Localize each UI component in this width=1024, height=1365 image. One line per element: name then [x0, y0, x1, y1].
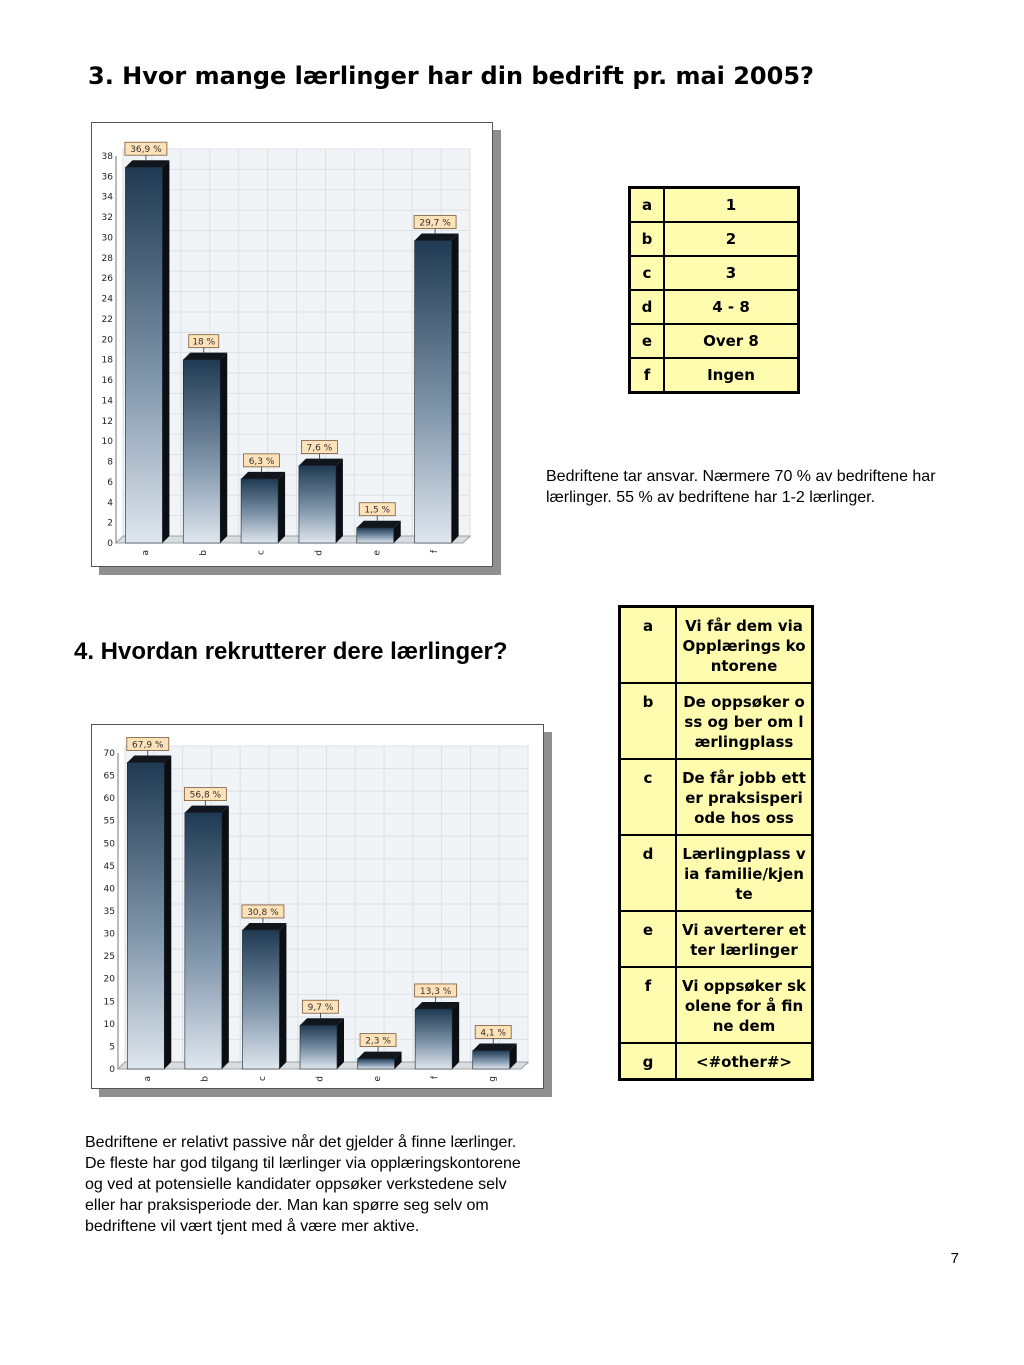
data-label: 56,8 % — [189, 790, 222, 801]
y-tick-label: 40 — [103, 884, 115, 895]
x-tick-label: e — [372, 550, 383, 556]
bar-top — [473, 1043, 517, 1050]
y-tick-label: 0 — [109, 1065, 115, 1075]
bar-top — [125, 160, 169, 167]
q3-title: 3. Hvor mange lærlinger har din bedrift pr. mai 2005? — [88, 62, 814, 90]
legend-value: <#other#> — [676, 1043, 813, 1080]
y-tick-label: 28 — [101, 253, 113, 264]
bar — [241, 479, 278, 543]
y-tick-label: 10 — [101, 437, 113, 448]
legend-row — [620, 683, 813, 759]
bar-side — [336, 459, 343, 543]
y-tick-label: 14 — [101, 396, 113, 407]
bar-top — [415, 1002, 459, 1009]
y-tick-label: 18 — [101, 355, 113, 366]
bar — [358, 1059, 395, 1069]
bar-side — [164, 755, 171, 1069]
x-tick-label: g — [488, 1076, 499, 1082]
legend-row — [620, 967, 813, 1043]
data-label: 7,6 % — [306, 443, 333, 454]
legend-row — [620, 835, 813, 911]
y-tick-label: 35 — [103, 907, 115, 917]
y-tick-label: 16 — [101, 376, 113, 387]
data-label: 9,7 % — [307, 1003, 334, 1014]
y-tick-label: 55 — [103, 816, 115, 827]
bar — [299, 466, 336, 543]
legend-value: De oppsøker oss og ber om lærlingplass — [676, 683, 813, 759]
bar-side — [162, 160, 169, 543]
legend-key: c — [630, 256, 665, 290]
legend-value: Vi oppsøker skolene for å finne dem — [676, 967, 813, 1043]
legend-key: a — [630, 188, 665, 223]
y-tick-label: 26 — [101, 274, 113, 285]
legend-key: f — [620, 967, 677, 1043]
bar-top — [127, 755, 171, 762]
data-label: 30,8 % — [247, 907, 279, 918]
page-number: 7 — [950, 1250, 959, 1267]
bar-side — [222, 806, 229, 1069]
legend-value: 2 — [664, 222, 799, 256]
legend-key: b — [620, 683, 677, 759]
q3-legend-table — [628, 186, 800, 394]
y-tick-label: 15 — [103, 997, 115, 1008]
legend-key: f — [630, 358, 665, 393]
y-tick-label: 45 — [103, 861, 115, 872]
bar — [473, 1050, 510, 1069]
x-tick-label: c — [257, 1076, 268, 1081]
legend-value: 3 — [664, 256, 799, 290]
bar — [300, 1025, 337, 1069]
data-label: 29,7 % — [419, 218, 451, 229]
legend-key: b — [630, 222, 665, 256]
legend-value: Lærlingplass via familie/kjente — [676, 835, 813, 911]
q4-title: 4. Hvordan rekrutterer dere lærlinger? — [74, 638, 508, 665]
data-label: 18 % — [192, 337, 216, 348]
legend-key: d — [620, 835, 677, 911]
y-tick-label: 36 — [101, 172, 113, 183]
bar-side — [278, 472, 285, 543]
legend-value: Ingen — [664, 358, 799, 393]
data-label: 6,3 % — [248, 456, 275, 467]
y-tick-label: 4 — [107, 498, 113, 509]
legend-key: g — [620, 1043, 677, 1080]
x-tick-label: d — [314, 550, 325, 556]
x-tick-label: a — [142, 1076, 153, 1082]
legend-key: d — [630, 290, 665, 324]
x-tick-label: b — [198, 550, 209, 556]
legend-key: c — [620, 759, 677, 835]
q3-bar-chart — [92, 123, 492, 566]
y-tick-label: 0 — [107, 539, 113, 549]
bar-top — [241, 472, 285, 479]
bar-side — [279, 923, 286, 1069]
bar — [415, 241, 452, 543]
bar-top — [183, 353, 227, 360]
x-tick-label: d — [315, 1076, 326, 1082]
bar-top — [299, 459, 343, 466]
bar — [415, 1009, 452, 1069]
x-tick-label: f — [430, 550, 441, 554]
legend-row — [620, 1043, 813, 1080]
y-tick-label: 38 — [101, 152, 113, 162]
legend-row — [620, 607, 813, 684]
y-tick-label: 12 — [101, 416, 113, 427]
legend-row — [620, 759, 813, 835]
y-tick-label: 10 — [103, 1019, 115, 1030]
data-label: 2,3 % — [365, 1036, 391, 1047]
legend-value: 1 — [664, 188, 799, 223]
x-tick-label: a — [140, 550, 151, 556]
y-tick-label: 50 — [103, 839, 115, 850]
x-tick-label: b — [200, 1076, 211, 1082]
bar-side — [337, 1018, 344, 1069]
bar — [242, 930, 279, 1069]
legend-value: De får jobb etter praksisperiode hos oss — [676, 759, 813, 835]
q3-commentary: Bedriftene tar ansvar. Nærmere 70 % av bedriftene har lærlinger. 55 % av bedriftene har 1-2 lærlinger. — [546, 468, 936, 506]
bar-top — [300, 1018, 344, 1025]
y-tick-label: 60 — [103, 794, 115, 805]
legend-row — [630, 290, 799, 324]
y-tick-label: 8 — [107, 457, 113, 468]
bar — [127, 762, 164, 1069]
data-label: 1,5 % — [364, 505, 391, 516]
q3-chart-frame — [91, 122, 493, 567]
bar-side — [452, 234, 459, 543]
data-label: 4,1 % — [480, 1028, 507, 1039]
legend-row — [620, 911, 813, 967]
bar — [183, 360, 220, 543]
legend-key: a — [620, 607, 677, 684]
data-label: 13,3 % — [419, 986, 452, 997]
y-tick-label: 30 — [101, 233, 113, 244]
y-tick-label: 20 — [101, 335, 113, 346]
legend-value: 4 - 8 — [664, 290, 799, 324]
q4-chart-frame — [91, 724, 544, 1089]
y-tick-label: 6 — [107, 477, 113, 488]
bar-top — [242, 923, 286, 930]
bar-side — [220, 353, 227, 543]
legend-key: e — [630, 324, 665, 358]
y-tick-label: 70 — [103, 749, 115, 759]
data-label: 67,9 % — [132, 740, 164, 751]
bar — [125, 167, 162, 543]
bar-top — [415, 234, 459, 241]
y-tick-label: 24 — [101, 294, 113, 305]
bar-top — [357, 521, 401, 528]
bar — [185, 813, 222, 1069]
q4-bar-chart — [92, 725, 543, 1088]
y-tick-label: 5 — [109, 1042, 115, 1053]
y-tick-label: 65 — [103, 771, 115, 782]
bar-top — [185, 806, 229, 813]
x-tick-label: f — [430, 1076, 441, 1080]
y-tick-label: 25 — [103, 952, 115, 963]
data-label: 36,9 % — [130, 145, 162, 156]
legend-key: e — [620, 911, 677, 967]
legend-row — [630, 188, 799, 223]
legend-value: Vi får dem via Opplærings kontorene — [676, 607, 813, 684]
bar — [357, 528, 394, 543]
legend-row — [630, 324, 799, 358]
y-tick-label: 30 — [103, 929, 115, 940]
q4-legend-table — [618, 605, 814, 1081]
y-tick-label: 20 — [103, 974, 115, 985]
legend-row — [630, 222, 799, 256]
legend-row — [630, 256, 799, 290]
y-tick-label: 2 — [107, 518, 113, 529]
q4-commentary: Bedriftene er relativt passive når det gjelder å finne lærlinger. De fleste har god tilgang til lærlinger via opplæringskontorene og ved at potensielle kandidater oppsøker verkstedene selv eller har praksisperiode der. Man kan spørre seg selv om bedriftene vil vært tjent med å være mer aktive. — [85, 1134, 521, 1235]
legend-value: Vi averterer etter lærlinger — [676, 911, 813, 967]
y-tick-label: 22 — [101, 314, 113, 325]
legend-value: Over 8 — [664, 324, 799, 358]
x-tick-label: e — [373, 1076, 384, 1082]
y-tick-label: 34 — [101, 192, 113, 203]
bar-side — [452, 1002, 459, 1069]
x-tick-label: c — [256, 550, 267, 555]
bar-top — [358, 1052, 402, 1059]
legend-row — [630, 358, 799, 393]
y-tick-label: 32 — [101, 213, 113, 224]
